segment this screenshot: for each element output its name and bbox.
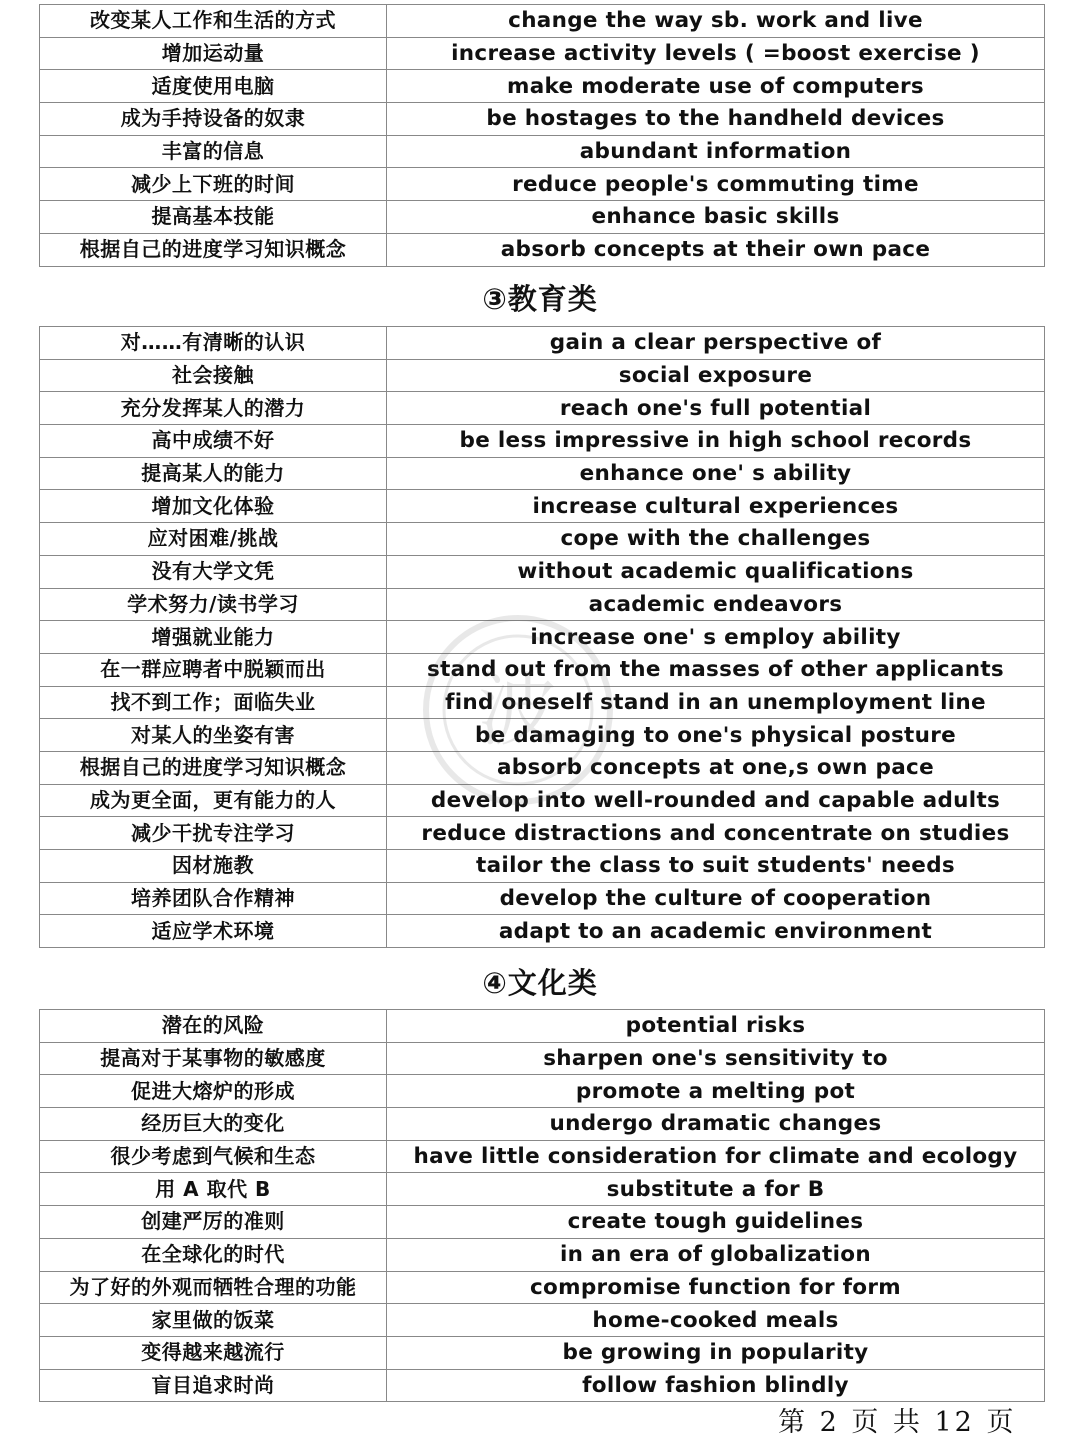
chinese-phrase: 在全球化的时代 xyxy=(40,1238,387,1271)
chinese-phrase: 培养团队合作精神 xyxy=(40,882,387,915)
table-row xyxy=(40,850,1045,883)
english-phrase: home-cooked meals xyxy=(387,1304,1045,1337)
vocab-table-education xyxy=(39,326,1045,948)
table-row xyxy=(40,1304,1045,1337)
chinese-phrase: 成为更全面，更有能力的人 xyxy=(40,784,387,817)
chinese-phrase: 改变某人工作和生活的方式 xyxy=(40,5,387,38)
english-phrase: follow fashion blindly xyxy=(387,1369,1045,1402)
english-phrase: make moderate use of computers xyxy=(387,70,1045,103)
chinese-phrase: 增强就业能力 xyxy=(40,621,387,654)
table-row xyxy=(40,588,1045,621)
english-phrase: absorb concepts at their own pace xyxy=(387,233,1045,266)
table-row xyxy=(40,135,1045,168)
chinese-phrase: 根据自己的进度学习知识概念 xyxy=(40,233,387,266)
chinese-phrase: 对……有清晰的认识 xyxy=(40,327,387,360)
chinese-phrase: 潜在的风险 xyxy=(40,1010,387,1043)
table-row xyxy=(40,5,1045,38)
table-row xyxy=(40,425,1045,458)
english-phrase: absorb concepts at one,s own pace xyxy=(387,751,1045,784)
chinese-phrase: 为了好的外观而牺牲合理的功能 xyxy=(40,1271,387,1304)
english-phrase: be damaging to one's physical posture xyxy=(387,719,1045,752)
english-phrase: academic endeavors xyxy=(387,588,1045,621)
table-row xyxy=(40,1238,1045,1271)
english-phrase: develop the culture of cooperation xyxy=(387,882,1045,915)
table-row xyxy=(40,201,1045,234)
table-row xyxy=(40,1075,1045,1108)
chinese-phrase: 找不到工作；面临失业 xyxy=(40,686,387,719)
english-phrase: sharpen one's sensitivity to xyxy=(387,1042,1045,1075)
table-row xyxy=(40,653,1045,686)
vocab-table-technology xyxy=(39,4,1045,267)
vocab-table-culture xyxy=(39,1009,1045,1402)
english-phrase: increase activity levels ( =boost exercise ) xyxy=(387,37,1045,70)
table-row xyxy=(40,233,1045,266)
table-row xyxy=(40,555,1045,588)
chinese-phrase: 减少上下班的时间 xyxy=(40,168,387,201)
page-number-footer: 第 2 页 共 12 页 xyxy=(778,1407,1017,1438)
section-title-culture: ④文化类 xyxy=(482,966,598,1000)
chinese-phrase: 经历巨大的变化 xyxy=(40,1108,387,1141)
chinese-phrase: 家里做的饭菜 xyxy=(40,1304,387,1337)
english-phrase: tailor the class to suit students' needs xyxy=(387,850,1045,883)
english-phrase: have little consideration for climate and ecology xyxy=(387,1140,1045,1173)
watermark-text: 波 xyxy=(478,664,558,757)
english-phrase: gain a clear perspective of xyxy=(387,327,1045,360)
chinese-phrase: 适应学术环境 xyxy=(40,915,387,948)
english-phrase: promote a melting pot xyxy=(387,1075,1045,1108)
table-row xyxy=(40,1140,1045,1173)
chinese-phrase: 提高基本技能 xyxy=(40,201,387,234)
chinese-phrase: 丰富的信息 xyxy=(40,135,387,168)
table-row xyxy=(40,915,1045,948)
english-phrase: reach one's full potential xyxy=(387,392,1045,425)
table-row xyxy=(40,1108,1045,1141)
chinese-phrase: 减少干扰专注学习 xyxy=(40,817,387,850)
chinese-phrase: 高中成绩不好 xyxy=(40,425,387,458)
chinese-phrase: 根据自己的进度学习知识概念 xyxy=(40,751,387,784)
english-phrase: social exposure xyxy=(387,359,1045,392)
english-phrase: reduce distractions and concentrate on studies xyxy=(387,817,1045,850)
english-phrase: in an era of globalization xyxy=(387,1238,1045,1271)
table-row xyxy=(40,392,1045,425)
english-phrase: cope with the challenges xyxy=(387,523,1045,556)
english-phrase: create tough guidelines xyxy=(387,1206,1045,1239)
table-row xyxy=(40,751,1045,784)
chinese-phrase: 学术努力/读书学习 xyxy=(40,588,387,621)
table-row xyxy=(40,1336,1045,1369)
table-row xyxy=(40,1010,1045,1043)
table-row xyxy=(40,719,1045,752)
english-phrase: without academic qualifications xyxy=(387,555,1045,588)
english-phrase: potential risks xyxy=(387,1010,1045,1043)
english-phrase: substitute a for B xyxy=(387,1173,1045,1206)
english-phrase: change the way sb. work and live xyxy=(387,5,1045,38)
chinese-phrase: 提高某人的能力 xyxy=(40,457,387,490)
chinese-phrase: 用 A 取代 B xyxy=(40,1173,387,1206)
chinese-phrase: 在一群应聘者中脱颖而出 xyxy=(40,653,387,686)
chinese-phrase: 应对困难/挑战 xyxy=(40,523,387,556)
chinese-phrase: 增加文化体验 xyxy=(40,490,387,523)
table-row xyxy=(40,457,1045,490)
chinese-phrase: 变得越来越流行 xyxy=(40,1336,387,1369)
english-phrase: undergo dramatic changes xyxy=(387,1108,1045,1141)
english-phrase: stand out from the masses of other applicants xyxy=(387,653,1045,686)
table-row xyxy=(40,784,1045,817)
chinese-phrase: 增加运动量 xyxy=(40,37,387,70)
english-phrase: abundant information xyxy=(387,135,1045,168)
chinese-phrase: 适度使用电脑 xyxy=(40,70,387,103)
english-phrase: reduce people's commuting time xyxy=(387,168,1045,201)
table-row xyxy=(40,686,1045,719)
chinese-phrase: 促进大熔炉的形成 xyxy=(40,1075,387,1108)
table-row xyxy=(40,621,1045,654)
english-phrase: be less impressive in high school records xyxy=(387,425,1045,458)
english-phrase: be hostages to the handheld devices xyxy=(387,103,1045,136)
table-row xyxy=(40,359,1045,392)
english-phrase: find oneself stand in an unemployment line xyxy=(387,686,1045,719)
english-phrase: enhance one' s ability xyxy=(387,457,1045,490)
table-row xyxy=(40,168,1045,201)
table-row xyxy=(40,327,1045,360)
english-phrase: compromise function for form xyxy=(387,1271,1045,1304)
table-row xyxy=(40,490,1045,523)
table-row xyxy=(40,1042,1045,1075)
table-row xyxy=(40,882,1045,915)
chinese-phrase: 盲目追求时尚 xyxy=(40,1369,387,1402)
chinese-phrase: 因材施教 xyxy=(40,850,387,883)
english-phrase: increase cultural experiences xyxy=(387,490,1045,523)
table-row xyxy=(40,1369,1045,1402)
chinese-phrase: 很少考虑到气候和生态 xyxy=(40,1140,387,1173)
chinese-phrase: 成为手持设备的奴隶 xyxy=(40,103,387,136)
chinese-phrase: 充分发挥某人的潜力 xyxy=(40,392,387,425)
english-phrase: adapt to an academic environment xyxy=(387,915,1045,948)
english-phrase: increase one' s employ ability xyxy=(387,621,1045,654)
chinese-phrase: 提高对于某事物的敏感度 xyxy=(40,1042,387,1075)
table-row xyxy=(40,37,1045,70)
table-row xyxy=(40,1173,1045,1206)
chinese-phrase: 社会接触 xyxy=(40,359,387,392)
section-title-education: ③教育类 xyxy=(482,282,598,316)
chinese-phrase: 没有大学文凭 xyxy=(40,555,387,588)
table-row xyxy=(40,1271,1045,1304)
table-row xyxy=(40,817,1045,850)
english-phrase: be growing in popularity xyxy=(387,1336,1045,1369)
table-row xyxy=(40,70,1045,103)
chinese-phrase: 对某人的坐姿有害 xyxy=(40,719,387,752)
table-row xyxy=(40,523,1045,556)
english-phrase: enhance basic skills xyxy=(387,201,1045,234)
english-phrase: develop into well-rounded and capable adults xyxy=(387,784,1045,817)
table-row xyxy=(40,103,1045,136)
chinese-phrase: 创建严厉的准则 xyxy=(40,1206,387,1239)
table-row xyxy=(40,1206,1045,1239)
